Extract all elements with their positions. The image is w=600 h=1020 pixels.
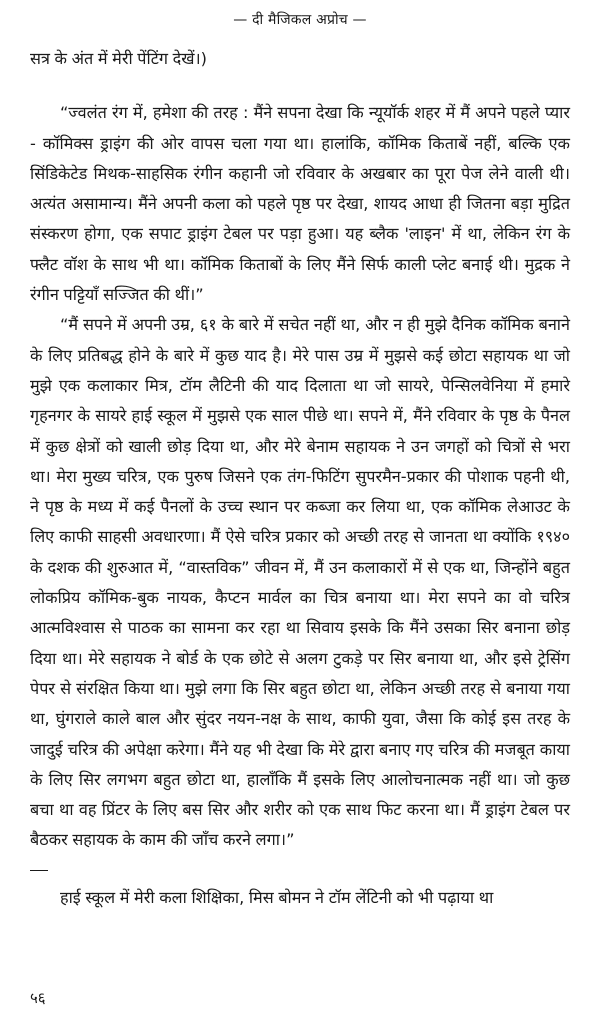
- paragraph-dream-description: “ज्वलंत रंग में, हमेशा की तरह : मैंने सपना देखा कि न्यूयॉर्क शहर में मैं अपने पहले प्यार - कॉमिक्स ड्राइंग की ओर वापस चला गया था। हालांकि, कॉमिक किताबें नहीं, बल्कि एक सिंडिकेटेड मिथक-साहसिक रंगीन कहानी जो रविवार के अखबार का पूरा पेज लेने वाली थी। अत्यंत असामान्य। मैंने अपनी कला को पहले पृष्ठ पर देखा, शायद आधा ही जितना बड़ा मुद्रित संस्करण होगा, एक सपाट ड्राइंग टेबल पर पड़ा हुआ। यह ब्लैक 'लाइन' में था, लेकिन रंग के फ्लैट वॉश के साथ भी था। कॉमिक किताबों के लिए मैंने सिर्फ काली प्लेट बनाई थी। मुद्रक ने रंगीन पट्टियाँ सज्जित की थीं।”: [30, 103, 570, 305]
- running-header: — दी मैजिकल अप्रोच —: [233, 12, 367, 28]
- page-body: [30, 44, 570, 913]
- paragraph-dream-assistant: “मैं सपने में अपनी उम्र, ६१ के बारे में सचेत नहीं था, और न ही मुझे दैनिक कॉमिक बनाने के लिए प्रतिबद्ध होने के बारे में कुछ याद है। मेरे पास उम्र में मुझसे कई छोटा सहायक था जो मुझे एक कलाकार मित्र, टॉम लैटिनी की याद दिलाता था जो सायरे, पेन्सिलवेनिया में हमारे गृहनगर के सायरे हाई स्कूल में मुझसे एक साल पीछे था। सपने में, मैंने रविवार के पृष्ठ के पैनल में कुछ क्षेत्रों को खाली छोड़ दिया था, और मेरे बेनाम सहायक ने उन जगहों को चित्रों से भरा था। मेरा मुख्य चरित्र, एक पुरुष जिसने एक तंग-फिटिंग सुपरमैन-प्रकार की पोशाक पहनी थी, ने पृष्ठ के मध्य में कई पैनलों के उच्च स्थान पर कब्जा कर लिया था, एक कॉमिक लेआउट के लिए काफी साहसी अवधारणा। मैं ऐसे चरित्र प्रकार को अच्छी तरह से जानता था क्योंकि १९४० के दशक की शुरुआत में, “वास्तविक” जीवन में, मैं उन कलाकारों में से एक था, जिन्होंने बहुत लोकप्रिय कॉमिक-बुक नायक, कैप्टन मार्वल का चित्र बनाया था। मेरा सपने का वो चरित्र आत्मविश्वास से पाठक का सामना कर रहा था सिवाय इसके कि मैंने उसका सिर बनाना छोड़ दिया था। मेरे सहायक ने बोर्ड के एक छोटे से अलग टुकड़े पर सिर बनाया था, और इसे ट्रेसिंग पेपर से संरक्षित किया था। मुझे लगा कि सिर बहुत छोटा था, लेकिन अच्छी तरह से बनाया गया था, घुंगराले काले बाल और सुंदर नयन-नक्ष के साथ, काफी युवा, जैसा कि कोई इस तरह के जादुई चरित्र की अपेक्षा करेगा। मैंने यह भी देखा कि मेरे द्वारा बनाए गए चरित्र की मजबूत काया के लिए सिर लगभग बहुत छोटा था, हालाँकि मैं इसके लिए आलोचनात्मक नहीं था। जो कुछ बचा था वह प्रिंटर के लिए बस सिर और शरीर को एक साथ फिट करना था। मैं ड्राइंग टेबल पर बैठकर सहायक के काम की जाँच करने लगा।”: [30, 315, 570, 850]
- page-number: ५६: [30, 989, 46, 1007]
- section-divider: [30, 870, 48, 871]
- paragraph-continuation: सत्र के अंत में मेरी पेंटिंग देखें।): [30, 49, 207, 68]
- paragraph-art-teacher: हाई स्कूल में मेरी कला शिक्षिका, मिस बोमन ने टॉम लेंटिनी को भी पढ़ाया था: [60, 888, 494, 908]
